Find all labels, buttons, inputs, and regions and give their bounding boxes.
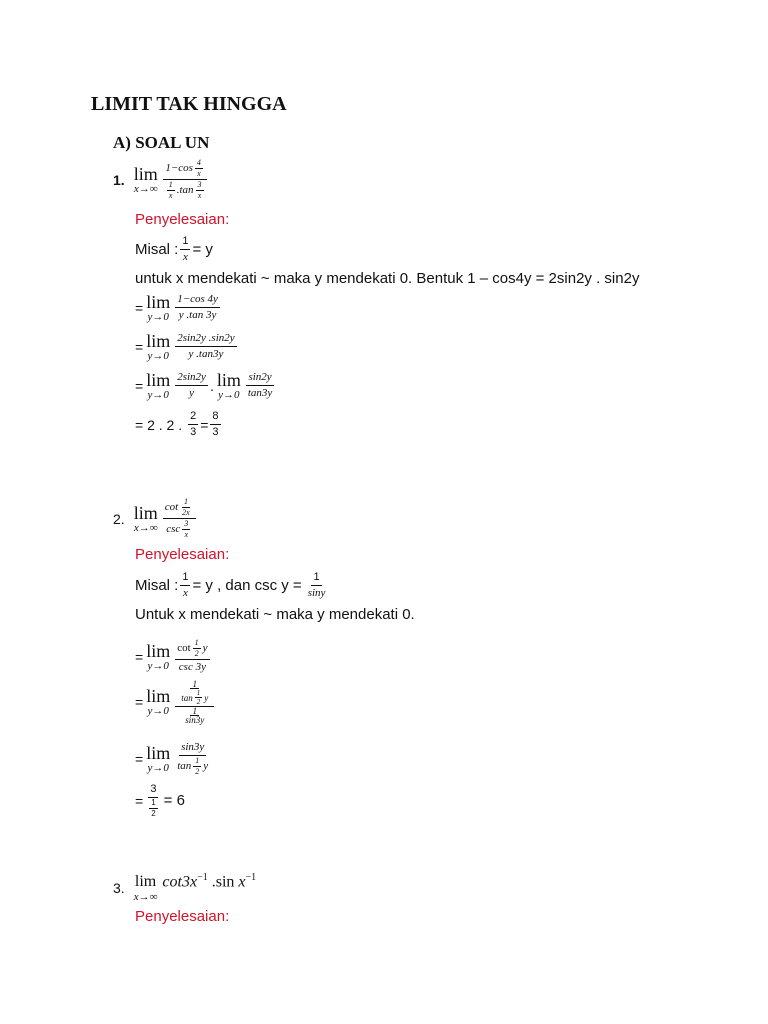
lim-sub: x→∞ [133,521,158,534]
denominator [163,180,208,201]
equals: = [135,299,144,316]
frac-num: 1 [168,180,173,189]
frac-num: 1 [192,679,197,689]
frac-den: 2 [194,649,199,658]
dot: . [209,377,214,394]
den-text: .tan [176,184,194,196]
frac-den: x [197,169,201,178]
frac-den: y .tan 3y [178,309,217,321]
equals: = [135,792,144,809]
problem-number: 2. [113,510,125,527]
frac-num: 1 [194,638,199,647]
lim-word: lim [133,502,158,523]
lim-sub: y→0 [147,310,169,323]
frac-den: x [184,530,189,539]
frac-den: 2x [182,508,190,517]
frac-num: 1 [183,497,188,506]
lim-word: lim [216,369,241,390]
frac-den: x [182,251,188,263]
note-line: untuk x mendekati ~ maka y mendekati 0. Bentuk 1 – cos4y = 2sin2y . sin2y [135,270,640,287]
frac-num: 2sin2y .sin2y [175,331,236,347]
frac-den: x [182,587,188,599]
lim-word: lim [146,291,171,312]
frac-den: siny [307,587,326,599]
problem-2 [113,497,198,540]
exponent: −1 [245,872,257,884]
den-text: csc [166,523,181,535]
misal-tail: = y [192,241,213,258]
step-4 [135,409,223,440]
frac-den: 3 [190,426,197,438]
expr-var: x [238,873,246,891]
frac-den: tan3y [247,387,273,399]
lim-sub: y→0 [147,659,169,672]
den-text: tan [181,692,193,703]
problem-number: 3. [113,880,125,896]
limit [134,165,158,195]
step-2 [135,331,239,362]
num-text: cot [164,501,179,513]
exponent: −1 [197,872,208,884]
den-var: y [203,760,209,772]
num-var: y [202,642,208,654]
frac-den: sin3y [185,715,205,725]
lim-sub: y→0 [147,705,169,717]
equals: = [135,338,144,355]
misal-label: Misal : [135,577,179,594]
solution-label: Penyelesaian: [135,211,230,228]
frac-num: sin3y [179,740,206,756]
equals: = [135,750,144,767]
frac-num: 3 [197,180,202,189]
frac-den: y .tan3y [188,348,224,360]
frac-num: 1 [196,689,201,697]
numerator [163,158,207,180]
lim-sub: y→0 [147,349,169,362]
problem-fraction [163,158,208,201]
frac-den: 2 [196,698,201,706]
lim-sub: y→0 [147,761,169,774]
frac-num: 3 [148,782,158,798]
frac-num: 1 [192,706,197,716]
lim-sub: y→0 [218,388,240,401]
step-4 [135,782,185,819]
lim-word: lim [146,369,171,390]
num-text: 1−cos [165,162,193,174]
frac-num: 4 [196,158,201,167]
lim-word: lim [134,873,157,890]
equals: = [135,648,144,665]
problem-3 [113,873,256,903]
substitution-line [135,234,213,265]
substitution-line [135,570,329,601]
problem-1 [113,158,210,201]
misal-label: Misal : [135,241,179,258]
frac-den: 2 [151,809,156,818]
step-1 [135,638,212,675]
solution-label: Penyelesaian: [135,908,230,925]
frac-num: 8 [210,409,220,425]
frac-den: x [197,191,202,200]
problem-number: 1. [113,171,125,188]
solution-label: Penyelesaian: [135,546,230,563]
lim-sub: y→0 [147,388,169,401]
expr-sin: .sin [207,873,235,891]
frac-den: 3 [212,426,219,438]
result: = 6 [163,792,185,809]
frac-num: 3 [184,519,189,528]
expr-cot: cot3x [162,873,198,891]
frac-den: y [189,387,195,399]
step-3 [135,370,276,401]
step-2 [135,680,216,724]
note-line: Untuk x mendekati ~ maka y mendekati 0. [135,606,415,623]
lim-word: lim [146,742,171,763]
frac-num: sin2y [246,370,273,386]
section-heading: A) SOAL UN [113,133,210,152]
frac-den: csc 3y [178,661,206,673]
frac-num: 1−cos 4y [175,292,220,308]
den-text: tan [177,760,192,772]
equals: = [135,694,144,710]
frac-num: 1 [151,798,156,807]
lim-word: lim [133,163,158,184]
lim-sub: x→∞ [133,891,158,903]
frac-den: 2 [195,767,200,776]
frac-den: x [168,191,173,200]
frac-num: 1 [180,570,190,586]
equals: = [200,416,209,433]
lim-word: lim [146,330,171,351]
lim-word: lim [146,686,171,706]
page-title: LIMIT TAK HINGGA [91,93,287,115]
step-1 [135,292,222,323]
frac-num: 1 [180,234,190,250]
step-3 [135,740,212,777]
frac-num: 2sin2y [175,370,208,386]
lim-word: lim [146,640,171,661]
den-var: y [204,692,209,703]
num-text: cot [177,642,191,654]
frac-num: 1 [311,570,321,586]
misal-tail: = y , dan csc y = [192,577,302,594]
lim-sub: x→∞ [133,182,158,195]
frac-num: 1 [195,756,200,765]
frac-num: 2 [188,409,198,425]
result-prefix: = 2 . 2 . [135,416,183,433]
equals: = [135,377,144,394]
